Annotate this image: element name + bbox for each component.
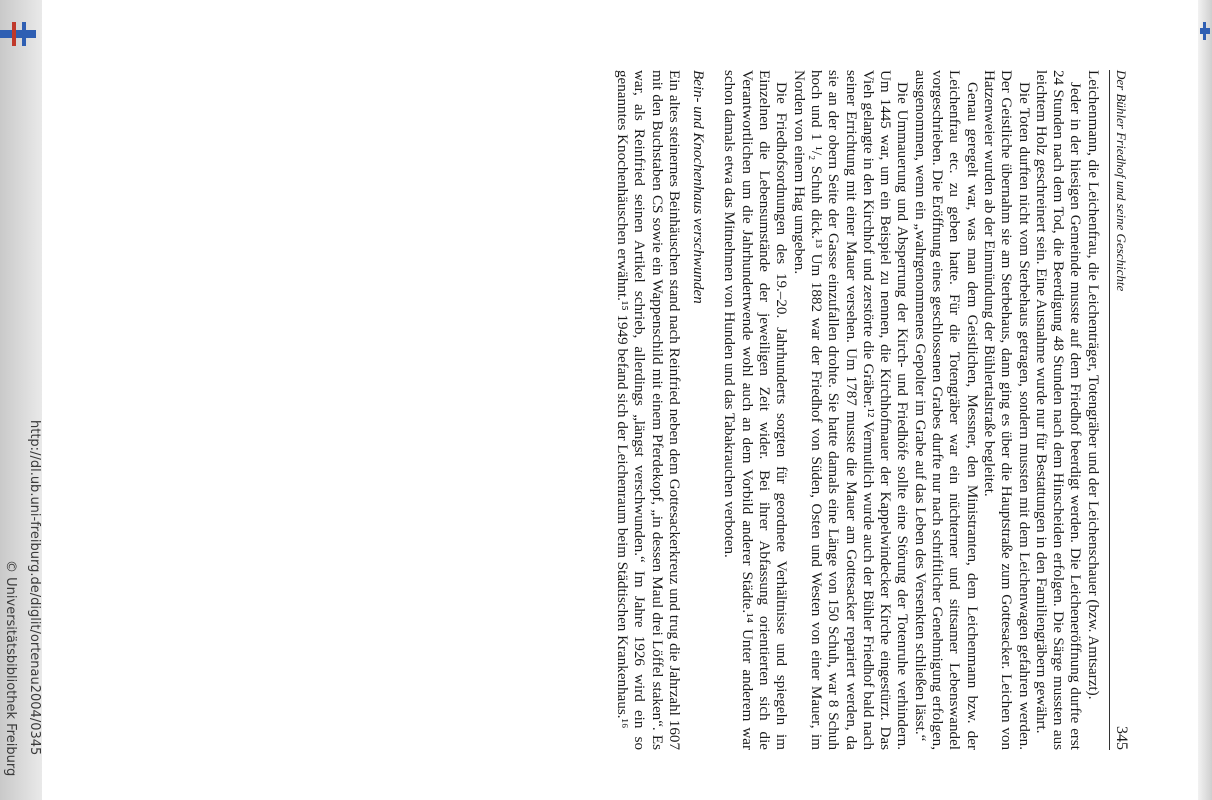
paragraph: Leichenmann, die Leichenfrau, die Leichenträger, Totengräber und der Leichenschauer (bzw. Amtsarzt). <box>1084 70 1101 700</box>
paragraph: Jeder in der hiesigen Gemeinde musste auf dem Friedhof beerdigt werden. Die Leicheneröffnung durfte erst 24 Stunden nach dem Tod, die Beerdigung 48 Stunden nach dem Hinscheiden erfolgen. Die Särge mussten aus leichtem Holz geschreinert sein. Eine Ausnahme wurde nur für Bestattungen in den Familiengräbern gewährt. <box>1032 70 1084 750</box>
copyright-notice: © Universitätsbibliothek Freiburg <box>3 560 18 777</box>
section-heading: Bein- und Knochenhaus verschwunden <box>690 70 707 304</box>
page-number: 345 <box>1113 726 1130 750</box>
color-target-mark <box>1200 22 1210 40</box>
rotated-page-container <box>130 70 1130 750</box>
scan-watermark <box>0 0 44 800</box>
page-body <box>613 70 1130 750</box>
paragraph: Die Toten durften nicht vom Sterbehaus getragen, sondern mussten mit dem Leichenwagen gefahren werden. Der Geistliche übernahm sie am Sterbehaus, dann ging es über die Hauptstraße zum Gottesacker. Leichen von Hatzenweier wurden ab der Einmündung der Bühlertalstraße begleitet. <box>980 70 1032 750</box>
source-url: http://dl.ub.uni-freiburg.de/diglit/ortenau2004/0345 <box>27 420 42 756</box>
paragraph: Ein altes steinernes Beinhäuschen stand nach Reinfried neben dem Gottesackerkreuz und trug die Jahrzahl 1607 mit den Buchstaben CS sowie ein Wappenschild mit einem Pferdekopf, „in dessen Maul drei Löffel staken“. Es war, als Reinfried seinen Artikel schrieb, allerdings „längst verschwunden.“ Im Jahre 1926 wird ein so genanntes Knochenhäuschen erwähnt.¹⁵ 1949 befand sich der Leichenraum beim Städtischen Krankenhaus.¹⁶ <box>613 70 682 750</box>
running-header <box>1109 70 1130 750</box>
paragraph: Genau geregelt war, was man dem Geistlichen, Messner, den Ministranten, dem Leichenmann bzw. der Leichenfrau etc. zu geben hatte. Für die Totengräber war ein nüchterner und sittsamer Lebenswandel vorgeschrieben. Die Eröffnung eines geschlossenen Grabes durfte nur nach schriftlicher Genehmigung erfolgen, ausgenommen, wenn ein „wahrgenommenes Gepolter im Grabe auf das Leben des Versenkten schließen lässt.“ <box>911 70 980 750</box>
paragraph: Die Ummauerung und Absperrung der Kirch- und Friedhöfe sollte eine Störung der Totenruhe verhindern. Um 1445 war, um ein Beispiel zu nennen, die Kirchhofmauer der Kappelwindecker Kirche eingestürzt. Das Vieh gelangte in den Kirchhof und zerstörte die Gräber.¹² Vermutlich wurde auch der Bühler Friedhof bald nach seiner Errichtung mit einer Mauer versehen. Um 1787 musste die Mauer am Gottesacker repariert werden, da sie an der obern Seite der Gasse einzufallen drohte. Sie hatte damals eine Länge von 150 Schuh, war 8 Schuh hoch und 1 ¹/₂ Schuh dick.¹³ Um 1882 war der Friedhof von Süden, Osten und Westen von einer Mauer, im Norden von einem Hag umgeben. <box>790 70 911 750</box>
paragraph: Die Friedhofsordnungen des 19.–20. Jahrhunderts sorgten für geordnete Verhältnisse und spiegeln im Einzelnen die Lebensumstände der jeweiligen Zeit wider. Bei ihrer Abfassung orientierten sich die Verantwortlichen um die Jahrhundertwende wohl auch an dem Vorbild anderer Städte.¹⁴ Unter anderem war schon damals etwa das Mitnehmen von Hunden und das Tabakrauchen verboten. <box>721 70 790 750</box>
scan-right-margin <box>1198 0 1212 800</box>
running-title: Der Bühler Friedhof und seine Geschichte <box>1114 70 1129 292</box>
